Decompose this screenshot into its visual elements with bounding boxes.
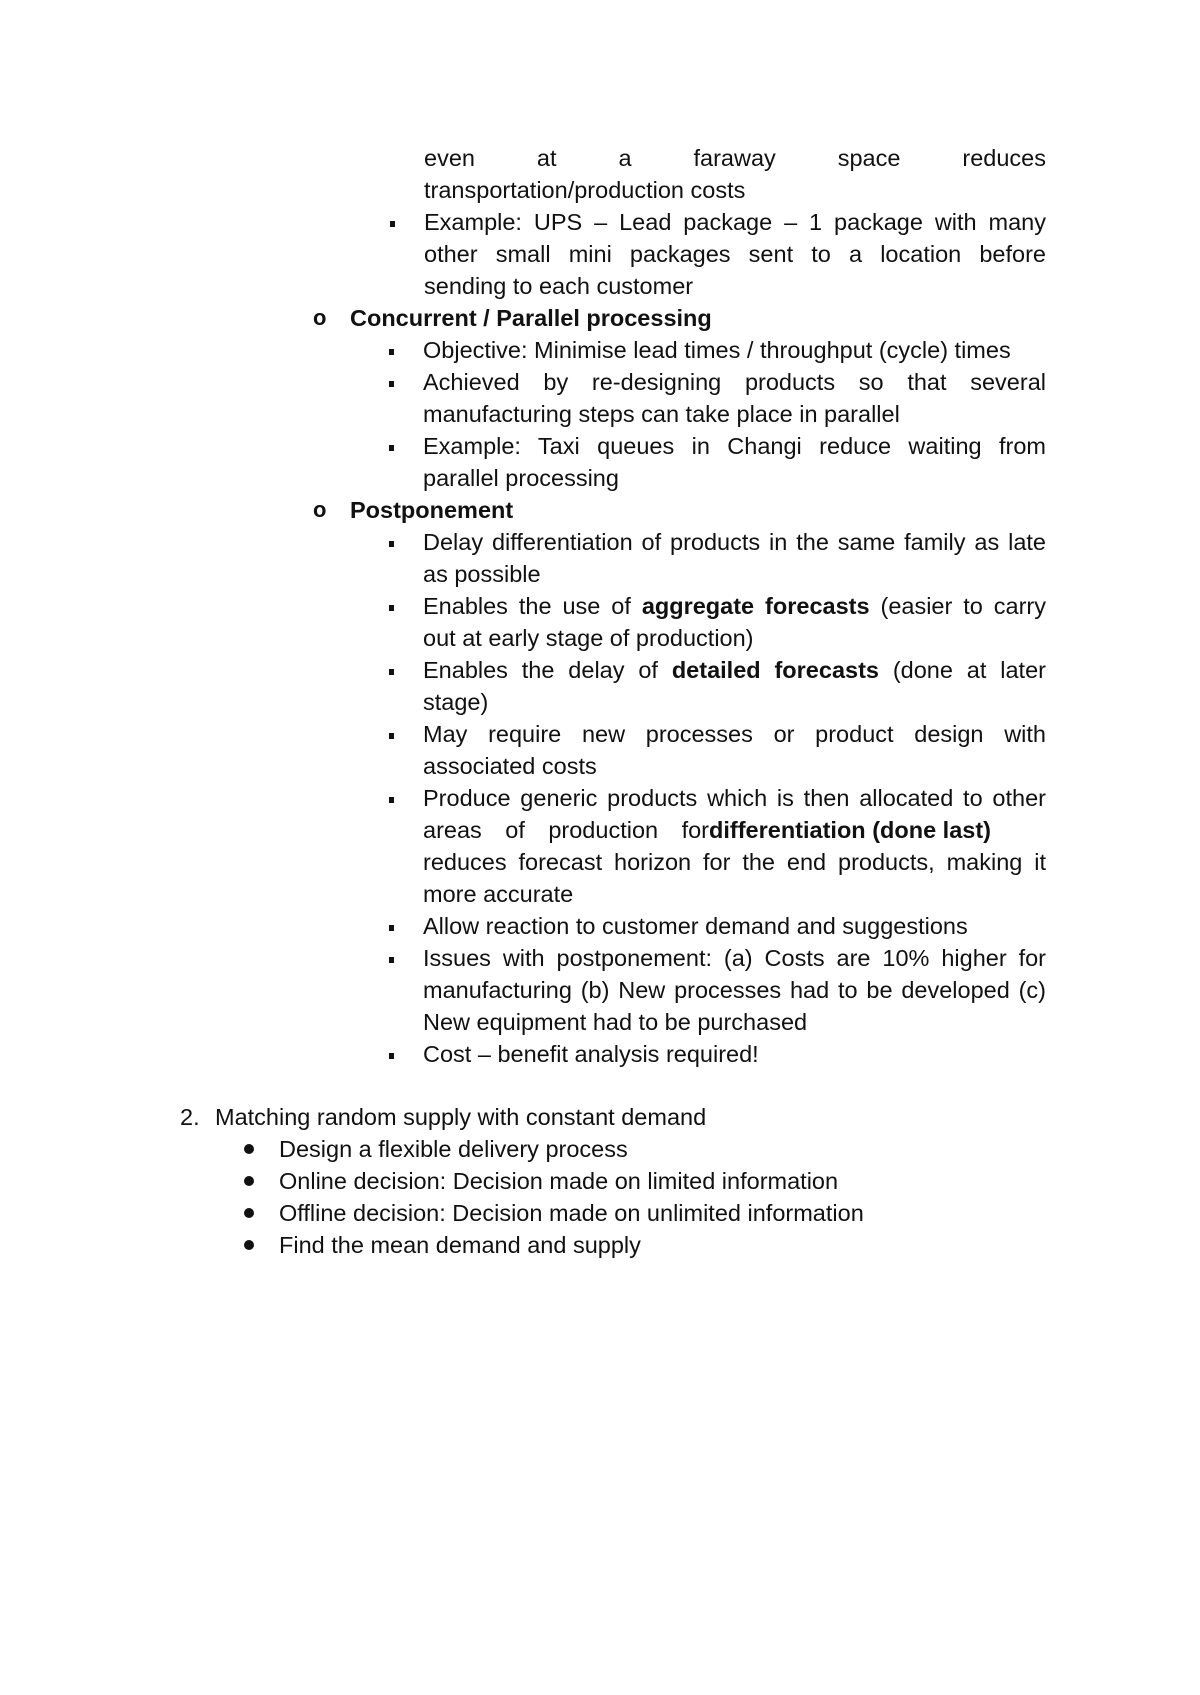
- square-bullet-icon: [389, 605, 394, 611]
- bold-term: detailed forecasts: [671, 657, 879, 683]
- square-bullet-icon: [389, 381, 394, 387]
- round-bullet-icon: [244, 1208, 254, 1218]
- list-item-text: associated costs: [423, 753, 597, 779]
- round-bullet-icon: [244, 1144, 254, 1154]
- list-item-text: Online decision: Decision made on limited information: [279, 1168, 839, 1194]
- list-item-text: [423, 655, 1046, 685]
- bold-term: differentiation (done last): [709, 817, 991, 843]
- list-item-text: Allow reaction to customer demand and suggestions: [423, 913, 968, 939]
- list-item-text: Issues with postponement: (a) Costs are 10% higher for: [423, 945, 1046, 971]
- text-run: Enables the delay of: [423, 657, 672, 683]
- square-bullet-icon: [389, 349, 394, 355]
- list-item-text: Find the mean demand and supply: [279, 1232, 641, 1258]
- section-title: Matching random supply with constant demand: [215, 1104, 707, 1130]
- continued-text-line: even at a faraway space reduces: [424, 145, 1046, 171]
- list-item-text: manufacturing steps can take place in parallel: [423, 401, 900, 427]
- section-number: 2.: [180, 1104, 200, 1130]
- square-bullet-icon: [389, 925, 394, 931]
- list-item-text: Example: UPS – Lead package – 1 package with many: [424, 209, 1046, 235]
- round-bullet-icon: [244, 1176, 254, 1186]
- continued-text-line: transportation/production costs: [424, 177, 746, 203]
- square-bullet-icon: [389, 445, 394, 451]
- text-run: areas of production for: [423, 817, 709, 843]
- list-item-text: [423, 815, 1046, 845]
- text-run: (easier to carry: [869, 593, 1047, 619]
- list-item-text: New equipment had to be purchased: [423, 1009, 808, 1035]
- list-item-text: more accurate: [423, 881, 574, 907]
- list-item-text: May require new processes or product design with: [423, 721, 1046, 747]
- list-item-text: parallel processing: [423, 465, 619, 491]
- square-bullet-icon: [389, 733, 394, 739]
- list-item-text: Delay differentiation of products in the same family as late: [423, 529, 1046, 555]
- square-bullet-icon: [389, 541, 394, 547]
- list-item-text: Produce generic products which is then allocated to other: [423, 785, 1046, 811]
- list-item-text: Offline decision: Decision made on unlimited information: [279, 1200, 864, 1226]
- bold-term: aggregate forecasts: [641, 593, 870, 619]
- list-item-text: Objective: Minimise lead times / throughput (cycle) times: [423, 337, 1011, 363]
- list-item-text: stage): [423, 689, 489, 715]
- list-item-text: Example: Taxi queues in Changi reduce waiting from: [423, 433, 1046, 459]
- list-item-text: other small mini packages sent to a location before: [424, 241, 1046, 267]
- square-bullet-icon: [389, 669, 394, 675]
- list-item-text: as possible: [423, 561, 541, 587]
- list-item-text: Cost – benefit analysis required!: [423, 1041, 759, 1067]
- list-item-text: [423, 591, 1046, 621]
- text-run: Enables the use of: [423, 593, 642, 619]
- square-bullet-icon: [389, 957, 394, 963]
- list-item-text: reduces forecast horizon for the end products, making it: [423, 849, 1046, 875]
- square-bullet-icon: [389, 1053, 394, 1059]
- subheading-postponement: Postponement: [350, 497, 514, 523]
- square-bullet-icon: [390, 221, 395, 227]
- subheading-concurrent: Concurrent / Parallel processing: [350, 305, 712, 331]
- circle-marker-icon: o: [313, 497, 327, 522]
- round-bullet-icon: [244, 1240, 254, 1250]
- circle-marker-icon: o: [313, 305, 327, 330]
- text-run: (done at later: [878, 657, 1046, 683]
- square-bullet-icon: [389, 797, 394, 803]
- list-item-text: Achieved by re-designing products so that several: [423, 369, 1046, 395]
- list-item-text: sending to each customer: [424, 273, 694, 299]
- list-item-text: manufacturing (b) New processes had to be developed (c): [423, 977, 1046, 1003]
- list-item-text: out at early stage of production): [423, 625, 754, 651]
- list-item-text: Design a flexible delivery process: [279, 1136, 628, 1162]
